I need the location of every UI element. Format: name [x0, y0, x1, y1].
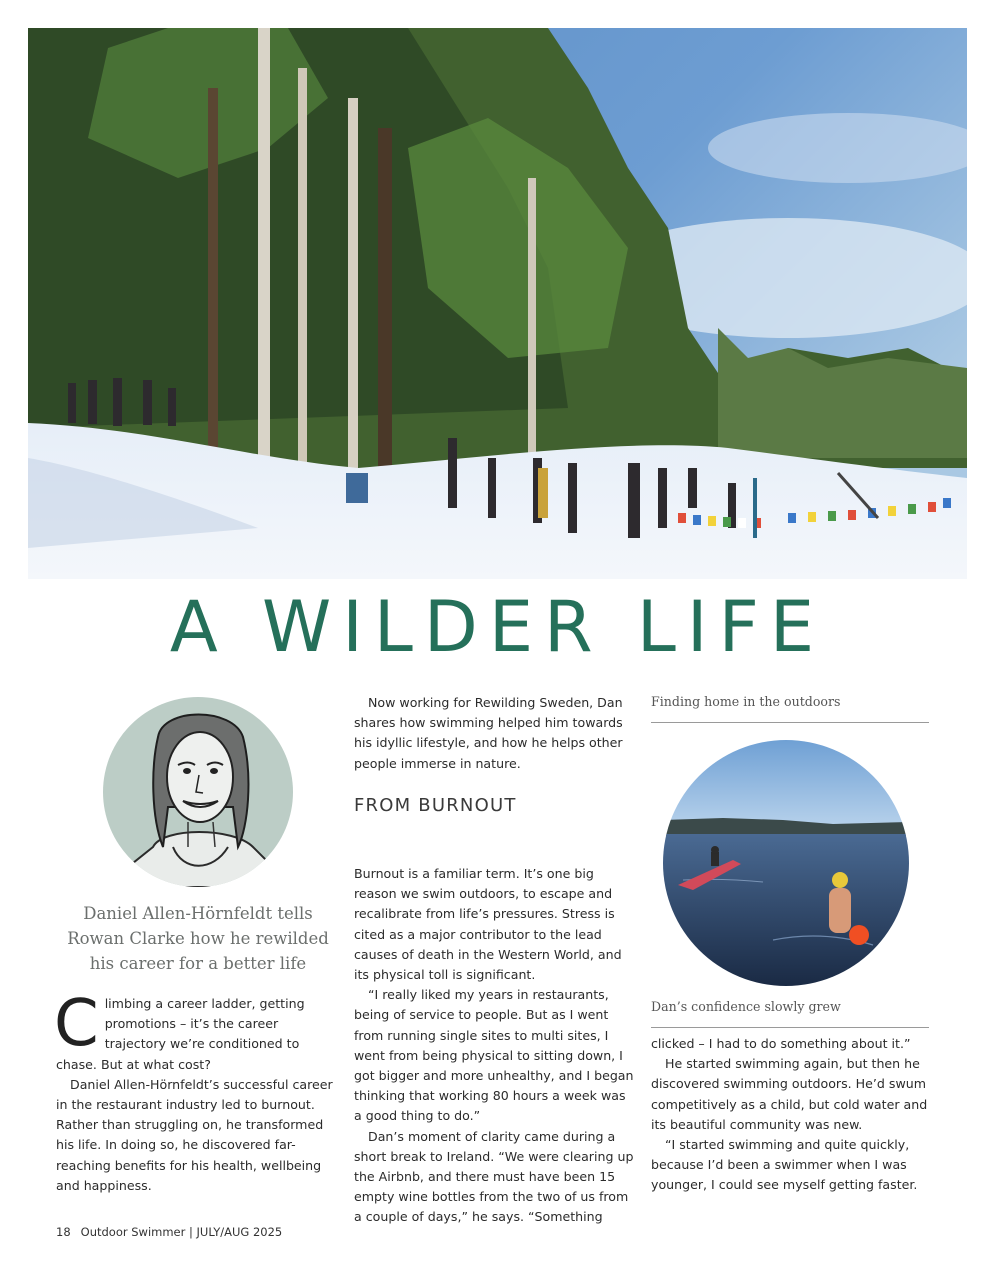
subheading: FROM BURNOUT: [354, 795, 517, 816]
portrait-illustration-icon: [103, 697, 293, 887]
headline: A WILDER LIFE: [169, 586, 826, 668]
paragraph: “I really liked my years in restaurants, being of service to people. But as I went from running single sites to multi sites, I went from being physical to sitting down, I got bigger and more unhealthy, and I began thinking that working 80 hours a week was a good thing to do.”: [354, 987, 634, 1124]
intro-paragraph: Now working for Rewilding Sweden, Dan shares how swimming helped him towards his idyllic lifestyle, and how he helps other people immerse in nature.: [354, 695, 623, 771]
column-2: [354, 864, 634, 1228]
column-3: [651, 1034, 931, 1196]
paragraph: Daniel Allen-Hörnfeldt’s successful career in the restaurant industry led to burnout. Rather than struggling on, he transformed his life. In doing so, he discovered far-reaching benefits for his health, wellbeing and happiness.: [56, 1076, 333, 1193]
caption-divider: [651, 722, 929, 723]
paragraph: clicked – I had to do something about it.”: [651, 1036, 911, 1051]
caption-divider: [651, 1027, 929, 1028]
opening-paragraph: Climbing a career ladder, getting promotions – it’s the career trajectory we’re conditioned to chase. But at what cost?: [54, 987, 305, 1072]
lake-photo: [663, 740, 909, 986]
column-1: [54, 987, 339, 1196]
standfirst: Daniel Allen-Hörnfeldt tells Rowan Clarke how he rewilded his career for a better life: [67, 904, 329, 973]
caption-bottom: Dan’s confidence slowly grew: [651, 999, 841, 1014]
page-footer: [56, 1225, 292, 1239]
caption-top: Finding home in the outdoors: [651, 694, 841, 709]
paragraph: “I started swimming and quite quickly, because I’d been a swimmer when I was younger, I could see myself getting faster.: [651, 1137, 918, 1193]
publication-info: Outdoor Swimmer | JULY/AUG 2025: [80, 1225, 283, 1239]
winter-swimming-photo-icon: [28, 28, 967, 579]
paragraph: Burnout is a familiar term. It’s one big reason we swim outdoors, to escape and recalibrate from life’s pressures. Stress is cited as a major contributor to the lead causes of death in the Western World, and its physical toll is significant.: [354, 866, 622, 983]
drop-cap: C: [54, 987, 99, 1061]
column-2-intro: [354, 693, 634, 774]
author-portrait: [103, 697, 293, 887]
paragraph: Dan’s moment of clarity came during a short break to Ireland. “We were clearing up the Airbnb, and there must have been 15 empty wine bottles from the two of us from a couple of days,” he says. “Something: [354, 1128, 634, 1225]
page-number: 18: [56, 1225, 71, 1239]
hero-photo: [28, 28, 967, 579]
lake-swimmer-photo-icon: [663, 740, 909, 986]
paragraph: He started swimming again, but then he discovered swimming outdoors. He’d swum competitively as a child, but cold water and its beautiful community was new.: [651, 1056, 928, 1132]
